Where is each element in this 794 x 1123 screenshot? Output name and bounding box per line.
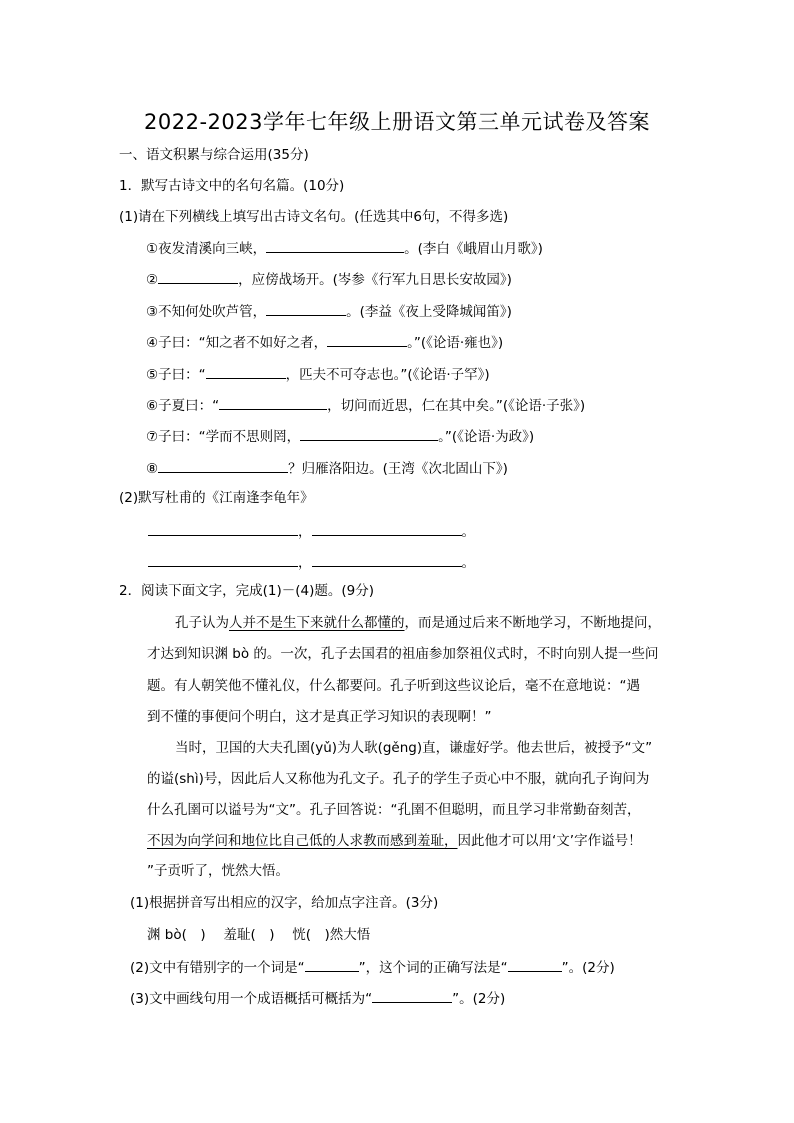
item-pre: ①夜发清溪向三峡， [146, 241, 267, 257]
fill-item-3 [146, 301, 512, 321]
underlined-text: 不因为向学问和地位比自己低的人求教而感到羞耻， [147, 833, 458, 849]
page-title: 2022-2023学年七年级上册语文第三单元试卷及答案 [144, 110, 650, 134]
fill-item-1 [146, 238, 543, 258]
item-post: ？归雁洛阳边。(王湾《次北固山下》) [288, 461, 508, 477]
question-1-part1-heading: (1)请在下列横线上填写出古诗文名句。(任选其中6句，不得多选) [119, 209, 509, 225]
item-post: ，匹夫不可夺志也。”(《论语·子罕》) [285, 367, 490, 383]
answer-blank[interactable] [508, 957, 562, 972]
item-pre: ⑦子曰：“学而不思则罔， [146, 429, 301, 445]
question-1-part2-heading: (2)默写杜甫的《江南逢李龟年》 [119, 490, 314, 506]
item-post: ，应傍战场开。(岑参《行军九日思长安故园》) [238, 272, 512, 288]
sub-question-2 [130, 957, 615, 977]
passage-p2-line-2: 的谥(shì)号，因此后人又称他为孔文子。孔子的学生子贡心中不服，就向孔子询问为 [147, 771, 650, 787]
answer-blank[interactable] [219, 395, 327, 410]
item-post: ，切问而近思，仁在其中矣。”(《论语·子张》) [327, 398, 586, 414]
passage-p1-line-2: 才达到知识渊 bò 的。一次，孔子去国君的祖庙参加祭祖仪式时，不时向别人提一些问 [147, 646, 659, 662]
item-post: 。”(《论语·雍也》) [407, 335, 504, 351]
section-heading: 一、语文积累与综合运用(35分) [119, 147, 309, 163]
text: ，而是通过后来不断地学习，不断地提问， [404, 615, 661, 631]
item-pre: ③不知何处吹芦管， [146, 304, 267, 320]
answer-blank[interactable] [266, 301, 346, 316]
item-post: 。(李白《峨眉山月歌》) [404, 241, 543, 257]
text: (2)文中有错别字的一个词是“ [130, 960, 305, 976]
passage-p2-line-1: 当时，卫国的大夫孔圉(yǔ)为人耿(gěng)直，谦虚好学。他去世后，被授予“文” [175, 740, 653, 756]
passage-p2-line-5: ”子贡听了，恍然大悟。 [147, 863, 289, 879]
passage-p2-line-4 [147, 832, 642, 850]
fill-item-4 [146, 332, 503, 352]
passage-p2-line-3: 什么孔圉可以谥号为“文”。孔子回答说：“孔圉不但聪明，而且学习非常勤奋刻苦， [147, 802, 641, 818]
item-pre: ⑥子夏曰：“ [146, 398, 220, 414]
text: (3)文中画线句用一个成语概括可概括为“ [130, 991, 373, 1007]
sub-question-1-items: 渊 bò( ) 羞耻( ) 恍( )然大悟 [147, 927, 371, 943]
poem-line-2 [148, 552, 475, 572]
underlined-text: 人并不是生下来就什么都懂的 [229, 615, 405, 631]
fill-item-7 [146, 426, 534, 446]
answer-blank[interactable] [148, 521, 298, 536]
answer-blank[interactable] [327, 332, 407, 347]
item-pre: ② [146, 272, 159, 288]
passage-p1-line-4: 到不懂的事便问个明白，这才是真正学习知识的表现啊！” [147, 709, 492, 725]
answer-blank[interactable] [148, 552, 298, 567]
answer-blank[interactable] [372, 988, 452, 1003]
answer-blank[interactable] [206, 364, 286, 379]
text: ”。(2分) [561, 960, 615, 976]
fill-item-5 [146, 364, 490, 384]
text: 孔子认为 [175, 615, 229, 631]
comma: ， [298, 555, 312, 571]
passage-p1-line-3: 题。有人朝笑他不懂礼仪，什么都要问。孔子听到这些议论后，毫不在意地说：“遇 [147, 678, 640, 694]
text: 因此他才可以用‘文’字作谥号！ [457, 833, 642, 849]
period: 。 [461, 555, 475, 571]
answer-blank[interactable] [305, 957, 359, 972]
fill-item-2 [146, 269, 512, 289]
answer-blank[interactable] [300, 426, 438, 441]
sub-question-1: (1)根据拼音写出相应的汉字，给加点字注音。(3分) [130, 895, 439, 911]
answer-blank[interactable] [312, 521, 462, 536]
passage-p1-line-1 [175, 614, 661, 632]
answer-blank[interactable] [266, 238, 404, 253]
comma: ， [298, 524, 312, 540]
period: 。 [461, 524, 475, 540]
item-post: 。(李益《夜上受降城闻笛》) [346, 304, 512, 320]
sub-question-3 [130, 988, 505, 1008]
fill-item-6 [146, 395, 585, 415]
text: ”，这个词的正确写法是“ [358, 960, 508, 976]
answer-blank[interactable] [158, 458, 288, 473]
answer-blank[interactable] [158, 269, 238, 284]
poem-line-1 [148, 521, 475, 541]
answer-blank[interactable] [312, 552, 462, 567]
item-pre: ⑤子曰：“ [146, 367, 206, 383]
item-pre: ④子曰：“知之者不如好之者， [146, 335, 328, 351]
item-pre: ⑧ [146, 461, 159, 477]
fill-item-8 [146, 458, 508, 478]
question-2-heading: 2．阅读下面文字，完成(1)－(4)题。(9分) [119, 583, 374, 599]
question-1-heading: 1．默写古诗文中的名句名篇。(10分) [119, 178, 345, 194]
text: ”。(2分) [452, 991, 506, 1007]
item-post: 。”(《论语·为政》) [438, 429, 535, 445]
